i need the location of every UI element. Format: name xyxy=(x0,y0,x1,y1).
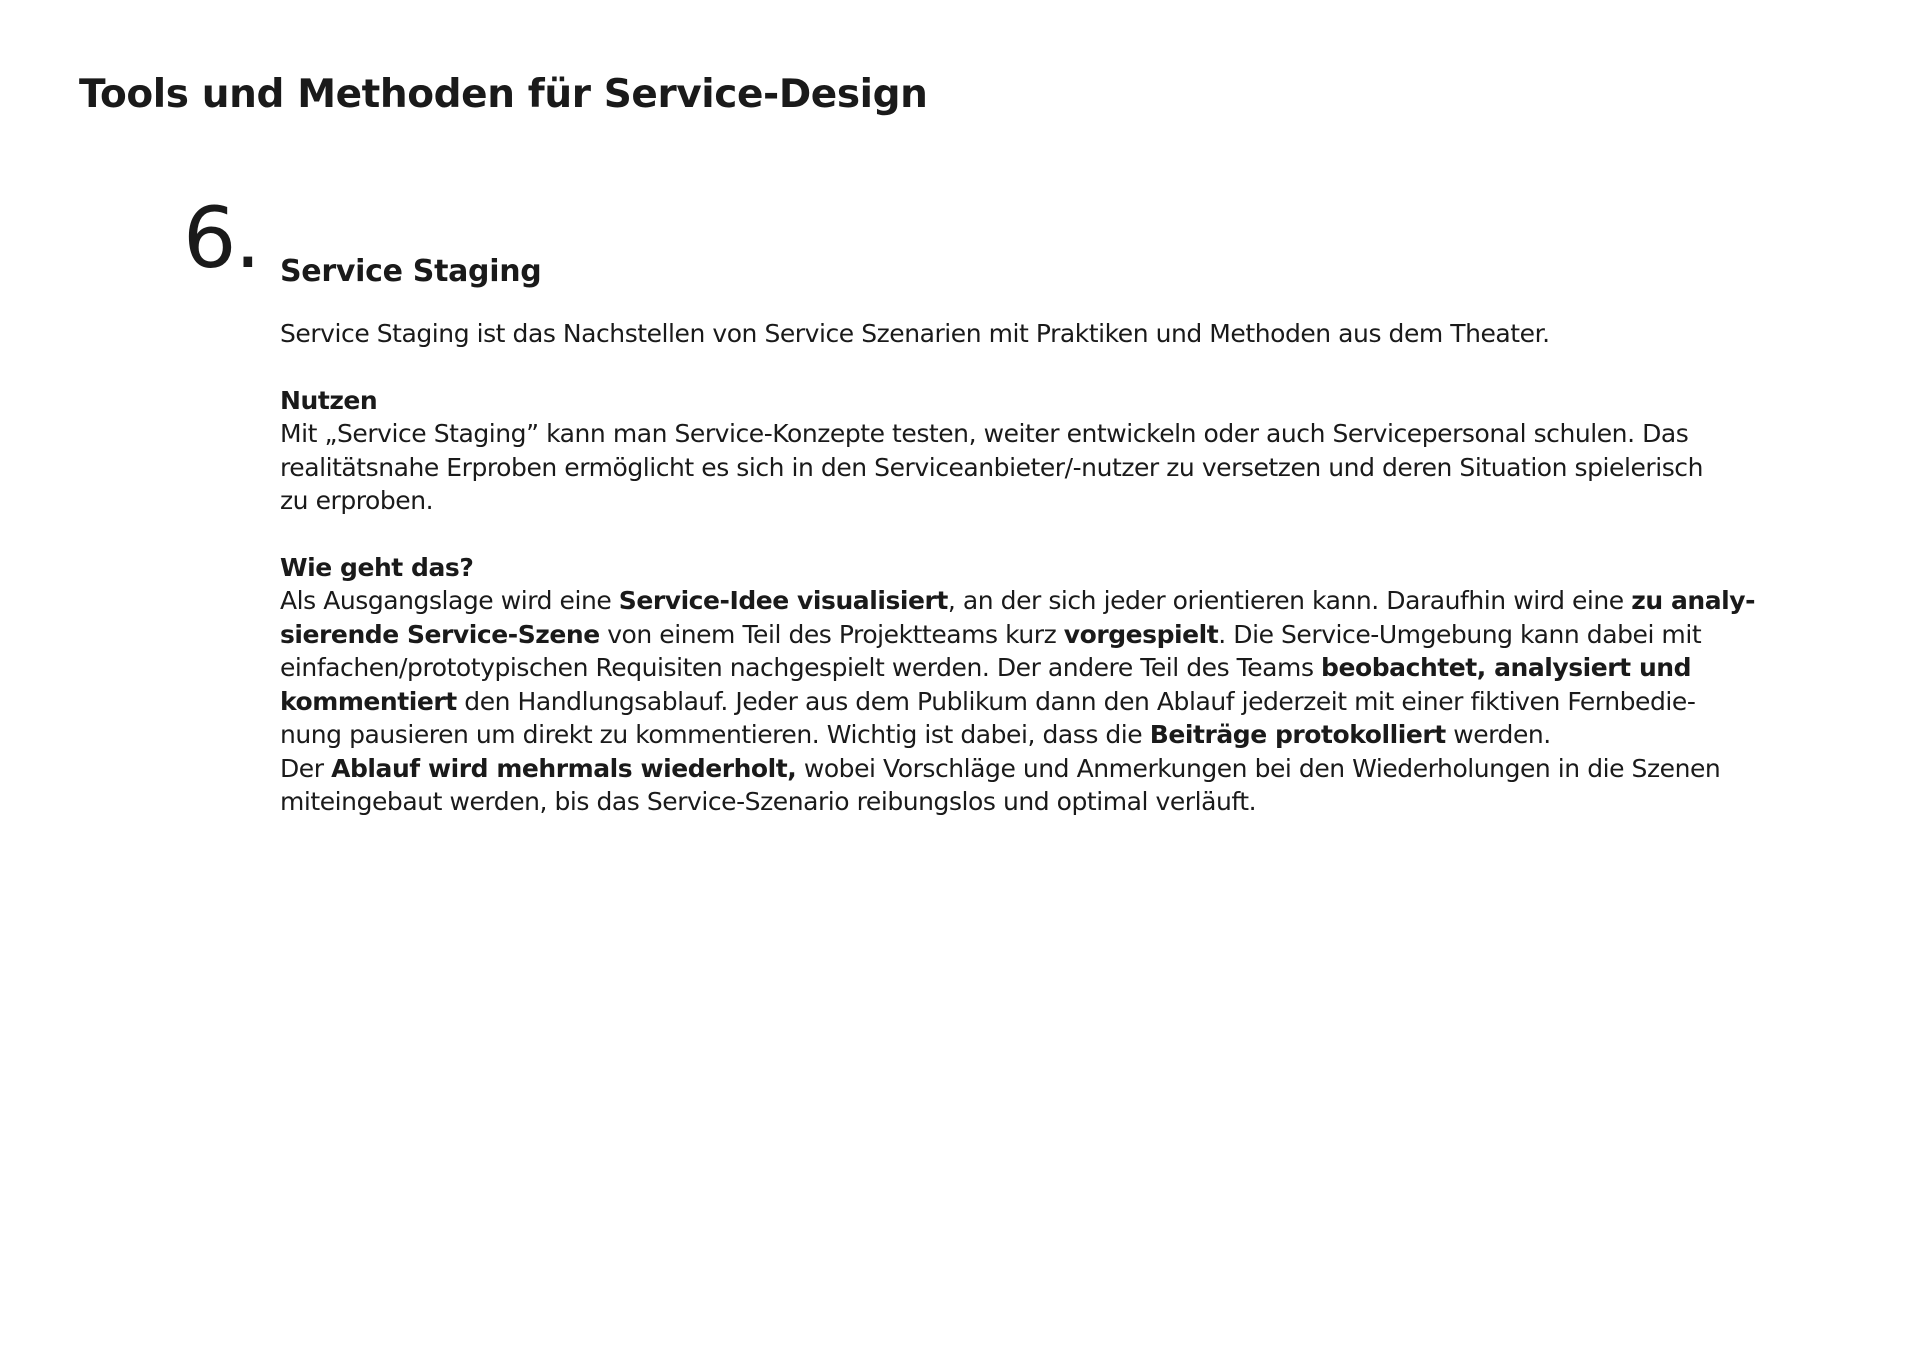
text: nung pausieren um direkt zu kommentieren. Wichtig ist dabei, dass die xyxy=(280,720,1150,749)
wie-block xyxy=(280,551,1756,819)
nutzen-block xyxy=(280,384,1703,518)
nutzen-line: realitätsnahe Erproben ermöglicht es sich in den Serviceanbieter/-nutzer zu versetzen und deren Situation spielerisch xyxy=(280,452,1703,482)
text: , an der sich jeder orientieren kann. Daraufhin wird eine xyxy=(947,586,1632,615)
nutzen-line: Mit „Service Staging” kann man Service-Konzepte testen, weiter entwickeln oder auch Servicepersonal schulen. Das xyxy=(280,419,1689,448)
text: von einem Teil des Projektteams kurz xyxy=(599,619,1064,649)
text: Als Ausgangslage wird eine xyxy=(280,586,619,615)
emphasis: Service-Idee visualisiert xyxy=(618,586,948,615)
text: werden. xyxy=(1445,720,1551,749)
emphasis: beobachtet, analysiert und xyxy=(1321,653,1692,682)
section-content xyxy=(280,252,1756,819)
intro-paragraph: Service Staging ist das Nachstellen von Service Szenarien mit Praktiken und Methoden aus dem Theater. xyxy=(280,319,1550,348)
wie-heading: Wie geht das? xyxy=(280,552,474,582)
emphasis: Beiträge protokolliert xyxy=(1149,720,1446,749)
text: einfachen/prototypischen Requisiten nachgespielt werden. Der andere Teil des Teams xyxy=(280,653,1322,682)
page-title: Tools und Methoden für Service-Design xyxy=(79,72,928,117)
section-number: 6. xyxy=(183,189,260,287)
text: wobei Vorschläge und Anmerkungen bei den Wiederholungen in die Szenen xyxy=(796,753,1721,783)
section-title: Service Staging xyxy=(280,254,542,289)
nutzen-line: zu erproben. xyxy=(280,486,434,515)
text: miteingebaut werden, bis das Service-Szenario reibungslos und optimal verläuft. xyxy=(280,787,1257,816)
text: Der xyxy=(280,753,332,783)
emphasis: zu analy- xyxy=(1631,586,1756,615)
emphasis: vorgespielt xyxy=(1063,619,1219,649)
emphasis: kommentiert xyxy=(280,686,457,716)
emphasis: Ablauf wird mehrmals wiederholt, xyxy=(331,753,797,783)
text: den Handlungsablauf. Jeder aus dem Publikum dann den Ablauf jederzeit mit einer fiktiven Fernbedie- xyxy=(456,686,1696,716)
emphasis: sierende Service-Szene xyxy=(280,619,600,649)
text: . Die Service-Umgebung kann dabei mit xyxy=(1218,619,1702,649)
nutzen-heading: Nutzen xyxy=(280,385,378,415)
